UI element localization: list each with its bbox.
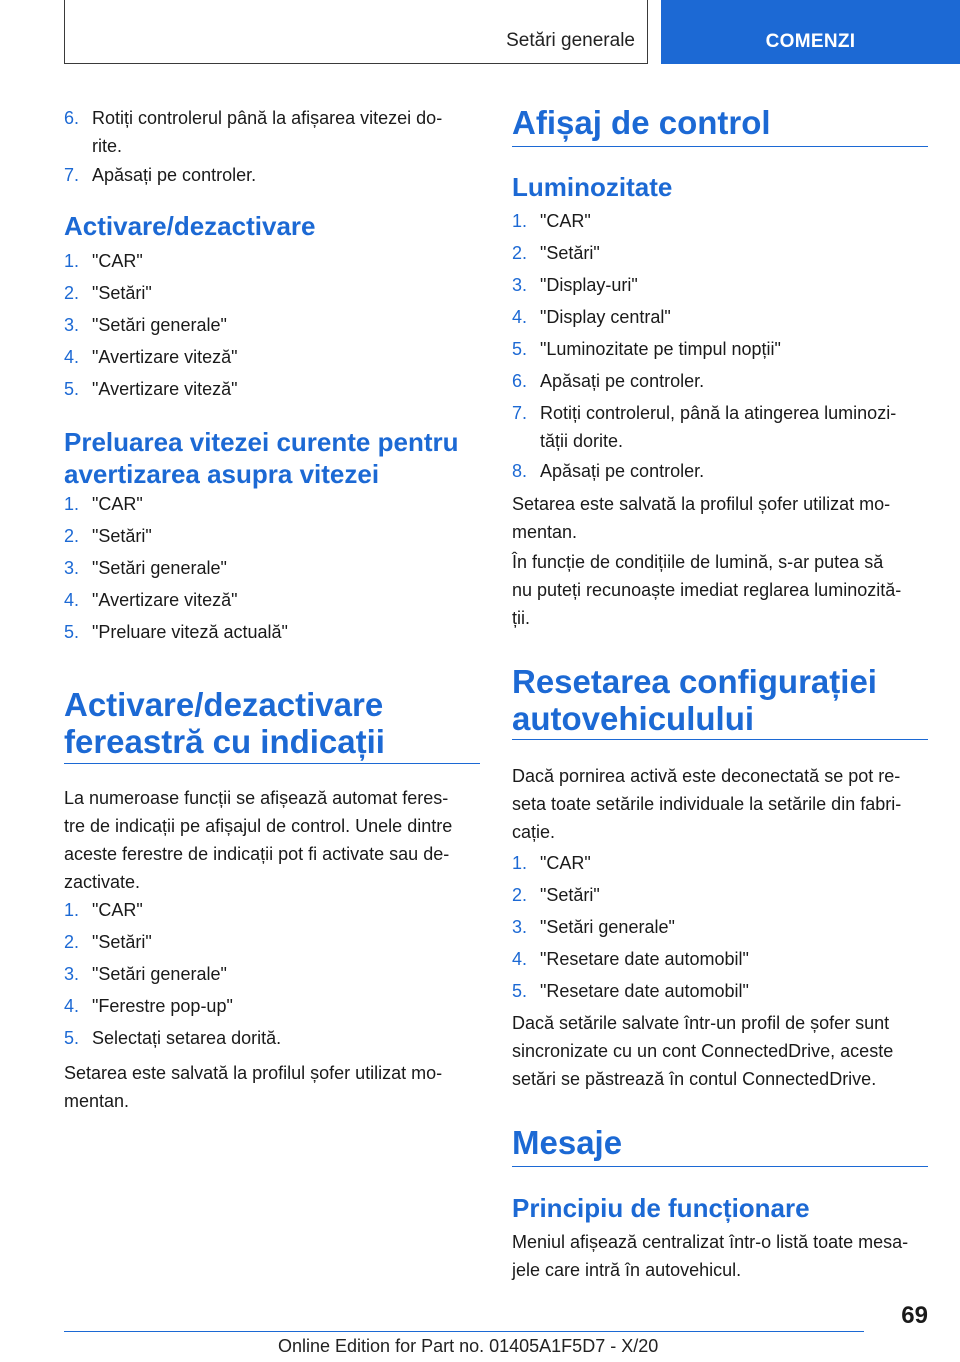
step-text: "Avertizare viteză" — [92, 379, 238, 399]
paragraph: Dacă setările salvate într-un profil de șofer sunt sincronizate cu un cont ConnectedDrive, aceste setări se păstrează în contul ConnectedDrive. — [512, 1013, 894, 1089]
page-number: 69 — [901, 1302, 928, 1329]
step-number: 5. — [64, 379, 80, 399]
step-text: "Display central" — [540, 307, 671, 327]
step-text: Apăsați pe controler. — [540, 371, 705, 391]
step-text: "Resetare date automobil" — [540, 981, 749, 1001]
header-section-title: Setări generale — [506, 30, 635, 51]
step-number: 1. — [64, 251, 80, 271]
paragraph: În funcție de condițiile de lumină, s-ar putea să nu puteți recunoaște imediat reglarea luminozită- ții. — [512, 552, 902, 628]
step-number: 1. — [64, 900, 80, 920]
step-number: 1. — [512, 853, 528, 873]
step-text: "CAR" — [92, 494, 143, 514]
step-text: Rotiți controlerul, până la atingerea luminozi- — [540, 403, 897, 423]
footer-edition: Online Edition for Part no. 01405A1F5D7 - X/20 — [278, 1336, 659, 1356]
step-text: Rotiți controlerul până la afișarea vitezei do- — [92, 108, 443, 128]
heading-rule — [64, 763, 480, 764]
step-number: 6. — [512, 371, 528, 391]
paragraph: Dacă pornirea activă este deconectată se pot re- seta toate setările individuale la setările din fabri- cație. — [512, 766, 902, 842]
step-text: "Preluare viteză actuală" — [92, 622, 288, 642]
step-number: 8. — [512, 461, 528, 481]
paragraph: Setarea este salvată la profilul șofer utilizat mo- mentan. — [64, 1063, 443, 1111]
step-text: "CAR" — [92, 251, 143, 271]
step-number: 5. — [512, 981, 528, 1001]
step-text: "Setări generale" — [92, 964, 227, 984]
step-text: "Setări generale" — [540, 917, 675, 937]
step-number: 6. — [64, 108, 80, 128]
step-number: 4. — [512, 949, 528, 969]
step-number: 2. — [512, 885, 528, 905]
step-number: 2. — [64, 526, 80, 546]
step-number: 2. — [512, 243, 528, 263]
step-number: 1. — [512, 211, 528, 231]
step-number: 3. — [64, 315, 80, 335]
step-text: rite. — [92, 136, 123, 156]
step-number: 5. — [64, 622, 80, 642]
section-heading: Activare/dezactivare — [64, 211, 316, 241]
step-text: "CAR" — [540, 853, 591, 873]
step-text: "Setări generale" — [92, 558, 227, 578]
heading-rule — [512, 739, 928, 740]
heading-rule — [512, 146, 928, 147]
step-number: 3. — [64, 964, 80, 984]
step-number: 4. — [64, 996, 80, 1016]
chapter-heading: Afișaj de control — [512, 104, 771, 141]
step-number: 7. — [64, 165, 80, 185]
step-text: tății dorite. — [540, 431, 624, 451]
step-text: Apăsați pe controler. — [540, 461, 705, 481]
step-number: 4. — [512, 307, 528, 327]
heading-rule — [512, 1166, 928, 1167]
step-text: "Avertizare viteză" — [92, 347, 238, 367]
section-heading: Principiu de funcționare — [512, 1193, 810, 1223]
step-text: "Setări generale" — [92, 315, 227, 335]
header-section-box — [64, 0, 648, 64]
chapter-heading: Activare/dezactivare fereastră cu indicații — [64, 686, 385, 760]
step-text: "Ferestre pop-up" — [92, 996, 233, 1016]
footer-rule — [64, 1331, 864, 1332]
step-text: "Display-uri" — [540, 275, 638, 295]
step-text: "Setări" — [540, 243, 600, 263]
chapter-heading: Resetarea configurației autovehiculului — [512, 663, 877, 737]
step-text: Selectați setarea dorită. — [92, 1028, 282, 1048]
chapter-tab-label: COMENZI — [765, 31, 856, 52]
step-text: "Setări" — [92, 932, 152, 952]
step-text: "Setări" — [540, 885, 600, 905]
step-number: 3. — [512, 917, 528, 937]
section-heading: Preluarea vitezei curente pentru avertizarea asupra vitezei — [64, 427, 459, 489]
step-number: 1. — [64, 494, 80, 514]
step-text: Apăsați pe controler. — [92, 165, 257, 185]
paragraph: La numeroase funcții se afișează automat feres- tre de indicații pe afișajul de control. Unele dintre aceste ferestre de indicații pot fi activate sau de- zactivate. — [64, 788, 453, 892]
paragraph: Setarea este salvată la profilul șofer utilizat mo- mentan. — [512, 494, 891, 542]
step-text: "Avertizare viteză" — [92, 590, 238, 610]
step-text: "CAR" — [92, 900, 143, 920]
chapter-heading: Mesaje — [512, 1124, 623, 1161]
step-text: "Setări" — [92, 283, 152, 303]
step-number: 2. — [64, 283, 80, 303]
section-heading: Luminozitate — [512, 172, 673, 202]
step-text: "CAR" — [540, 211, 591, 231]
step-text: "Resetare date automobil" — [540, 949, 749, 969]
step-number: 3. — [64, 558, 80, 578]
step-text: "Luminozitate pe timpul nopții" — [540, 339, 781, 359]
step-number: 4. — [64, 590, 80, 610]
step-number: 7. — [512, 403, 528, 423]
step-number: 4. — [64, 347, 80, 367]
step-number: 3. — [512, 275, 528, 295]
step-number: 2. — [64, 932, 80, 952]
chapter-tab[interactable] — [661, 0, 960, 64]
step-number: 5. — [64, 1028, 80, 1048]
step-text: "Setări" — [92, 526, 152, 546]
paragraph: Meniul afișează centralizat într-o listă toate mesa- jele care intră în autovehicul. — [512, 1232, 909, 1280]
step-number: 5. — [512, 339, 528, 359]
